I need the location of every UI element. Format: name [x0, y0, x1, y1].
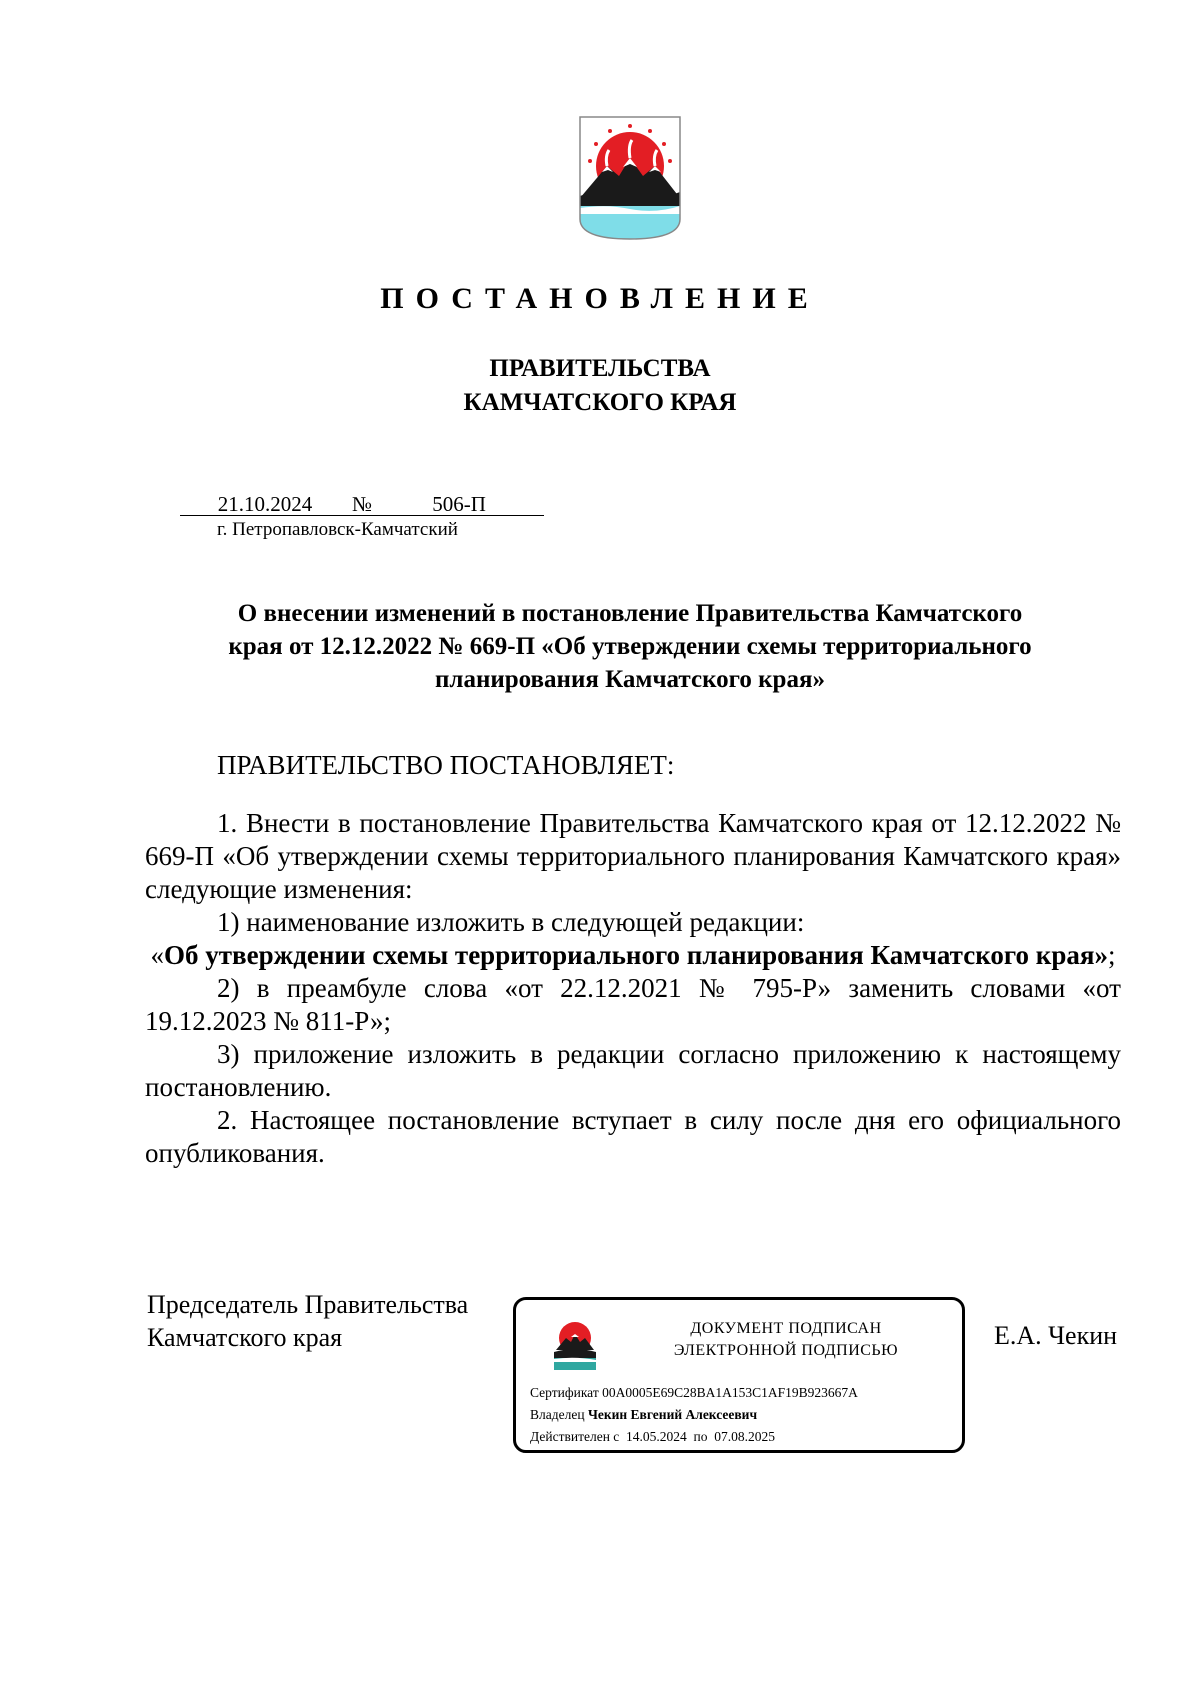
coat-of-arms-emblem	[577, 114, 683, 242]
paragraph-1-item-2: 2) в преамбуле слова «от 22.12.2021 № 795-Р» заменить словами «от 19.12.2023 № 811-Р»;	[145, 973, 1121, 1036]
document-body	[145, 807, 1121, 1170]
valid-from-date: 14.05.2024	[626, 1429, 687, 1444]
owner-label: Владелец	[530, 1407, 585, 1422]
signatory-position-line-2: Камчатского края	[147, 1323, 343, 1352]
registration-date: 21.10.2024	[180, 493, 350, 516]
registration-line	[180, 492, 544, 517]
stamp-heading-line-2: ЭЛЕКТРОННОЙ ПОДПИСЬЮ	[673, 1342, 899, 1359]
valid-to-date: 07.08.2025	[714, 1429, 776, 1444]
subject-line-1: О внесении изменений в постановление Правительства Камчатского	[237, 600, 1023, 627]
paragraph-1: 1. Внести в постановление Правительства Камчатского края от 12.12.2022 № 669-П «Об утверждении схемы территориального планирования Камчатского края» следующие изменения:	[145, 808, 1121, 904]
signatory-name: Е.А. Чекин	[994, 1321, 1118, 1350]
validity-row	[530, 1426, 960, 1448]
document-type-title: ПОСТАНОВЛЕНИЕ	[380, 282, 820, 315]
certificate-value: 00A0005E69C28BA1A153C1AF19B923667A	[602, 1385, 858, 1400]
paragraph-1-item-1: 1) наименование изложить в следующей редакции:	[217, 907, 805, 937]
owner-row	[530, 1404, 960, 1426]
registration-number: 506-П	[374, 493, 544, 516]
new-title-text: Об утверждении схемы территориального планирования Камчатского края»	[164, 940, 1108, 970]
owner-value: Чекин Евгений Алексеевич	[587, 1407, 758, 1422]
document-subject	[160, 597, 1100, 696]
issuing-authority	[0, 352, 1200, 420]
stamp-emblem-icon	[552, 1316, 598, 1370]
decree-heading: ПРАВИТЕЛЬСТВО ПОСТАНОВЛЯЕТ:	[217, 750, 675, 780]
valid-from-label: Действителен с	[530, 1429, 620, 1444]
stamp-heading-line-1: ДОКУМЕНТ ПОДПИСАН	[690, 1320, 882, 1337]
stamp-heading	[626, 1318, 946, 1362]
subject-line-2: края от 12.12.2022 № 669-П «Об утверждении схемы территориального	[228, 633, 1032, 660]
quote-open: «	[150, 940, 165, 970]
paragraph-2: 2. Настоящее постановление вступает в силу после дня его официального опубликования.	[145, 1105, 1121, 1168]
subject-line-3: планирования Камчатского края»	[435, 666, 825, 693]
issuing-authority-line-1: ПРАВИТЕЛЬСТВА	[489, 355, 711, 382]
number-sign: №	[352, 492, 373, 516]
stamp-details	[530, 1382, 960, 1448]
signatory-position	[147, 1288, 468, 1354]
certificate-label: Сертификат	[530, 1385, 599, 1400]
issuing-authority-line-2: КАМЧАТСКОГО КРАЯ	[463, 389, 737, 416]
city-of-issue: г. Петропавловск-Камчатский	[217, 519, 458, 540]
paragraph-1-item-3: 3) приложение изложить в редакции согласно приложению к настоящему постановлению.	[145, 1039, 1121, 1102]
valid-to-label: по	[693, 1429, 708, 1444]
new-title-quote	[145, 939, 1121, 972]
certificate-row	[530, 1382, 960, 1404]
signatory-position-line-1: Председатель Правительства	[147, 1290, 469, 1319]
electronic-signature-stamp	[513, 1297, 965, 1453]
quote-close: ;	[1107, 940, 1116, 970]
